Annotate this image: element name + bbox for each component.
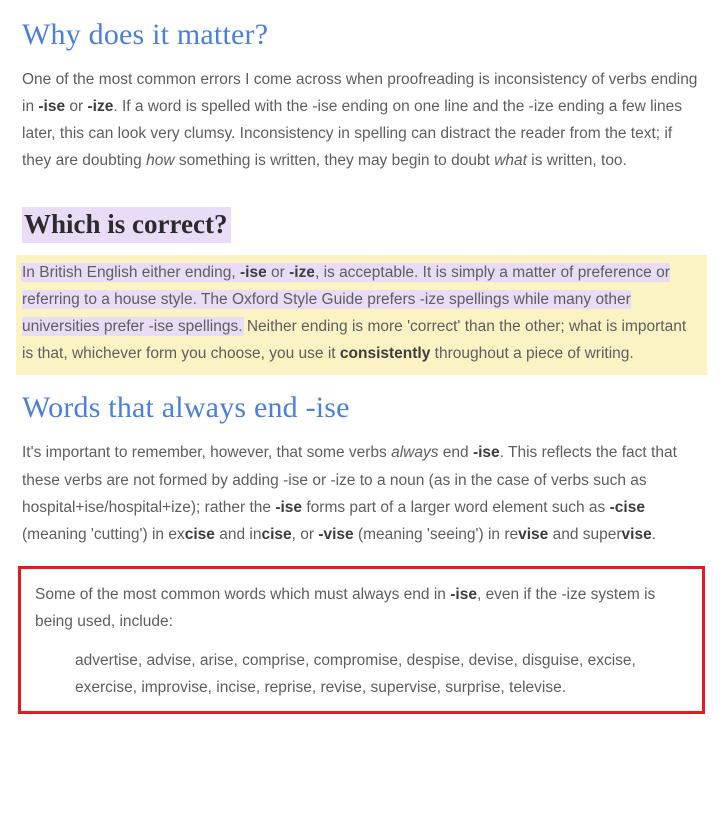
paragraph-why-does-it-matter	[22, 66, 701, 175]
emphasis-consistently: consistently	[339, 345, 431, 363]
word-list-line: advertise, advise, arise, comprise, compromise, despise, devise, disguise, excise,	[75, 652, 636, 670]
text-fragment: (meaning 'cutting') in ex	[22, 525, 185, 543]
highlight-purple-fragment: In British English either ending,	[22, 263, 240, 281]
heading-why-does-it-matter: Why does it matter?	[22, 18, 269, 51]
text-fragment: throughout a piece of writing.	[430, 345, 634, 363]
red-highlighted-box	[18, 566, 705, 715]
emphasis-ize: -ize	[87, 98, 114, 116]
heading-which-is-correct-wrapper	[22, 189, 701, 255]
emphasis-cise: cise	[184, 525, 215, 543]
text-fragment: forms part of a larger word element such as	[302, 498, 610, 516]
text-fragment: , or	[291, 525, 319, 543]
emphasis-how: how	[146, 152, 175, 170]
emphasis-cise: cise	[261, 525, 292, 543]
emphasis-ise: -ise	[275, 498, 303, 516]
emphasis-vise: vise	[518, 525, 549, 543]
word-list-line: exercise, improvise, incise, reprise, revise, supervise, surprise, televise.	[75, 679, 567, 697]
highlighted-answer-block	[16, 255, 707, 376]
text-fragment: . This reflects the fact that these verbs are not formed by adding -ise or -ize to a noun (as in the case of verbs such as hospital+ise/hospital+ize); rather the	[22, 444, 677, 516]
paragraph-which-is-correct	[22, 259, 701, 368]
emphasis-ise: -ise	[38, 98, 66, 116]
heading-which-is-correct: Which is correct?	[22, 207, 231, 243]
emphasis-ize: -ize	[289, 263, 315, 281]
emphasis-ise: -ise	[450, 585, 477, 603]
text-fragment: , even if the -ize system is being used, include:	[35, 585, 656, 631]
text-fragment: Some of the most common words which must always end in	[35, 585, 451, 603]
text-fragment: One of the most common errors I come across when proofreading is inconsistency of verbs ending in	[22, 71, 698, 116]
highlight-purple-fragment: or	[266, 263, 290, 281]
text-fragment: It's important to remember, however, that some verbs	[22, 444, 392, 462]
word-list	[75, 647, 688, 701]
text-fragment: and super	[548, 525, 622, 543]
emphasis-cise: -cise	[609, 498, 645, 516]
text-fragment: Neither ending is more 'correct' than the other; what is important is that, whichever form you choose, you use it	[22, 318, 687, 363]
text-fragment: .	[651, 525, 657, 543]
text-fragment: (meaning 'seeing') in re	[353, 525, 519, 543]
heading-words-that-always-end-ise: Words that always end -ise	[22, 391, 350, 425]
text-fragment: is written, too.	[526, 152, 627, 170]
emphasis-always: always	[391, 444, 439, 462]
emphasis-ise: -ise	[239, 263, 267, 281]
emphasis-what: what	[494, 152, 527, 170]
paragraph-words-that-always-end-ise	[22, 439, 701, 548]
text-fragment: or	[65, 98, 88, 116]
text-fragment: and in	[214, 525, 262, 543]
emphasis-vise: -vise	[318, 525, 354, 543]
text-fragment: end	[438, 444, 473, 462]
text-fragment: . If a word is spelled with the -ise ending on one line and the -ize ending a few lines later, this can look very clumsy. Inconsistency in spelling can distract the reader from the text; if they are doubting	[22, 98, 683, 170]
text-fragment: something is written, they may begin to doubt	[174, 152, 495, 170]
emphasis-ise: -ise	[472, 444, 500, 462]
emphasis-vise: vise	[621, 525, 652, 543]
paragraph-common-words-intro	[35, 581, 688, 635]
highlight-purple-fragment: , is acceptable. It is simply a matter of preference or referring to a house style. The Oxford Style Guide prefers -ize spellings while many other universities prefer -ise spellings.	[22, 263, 670, 336]
